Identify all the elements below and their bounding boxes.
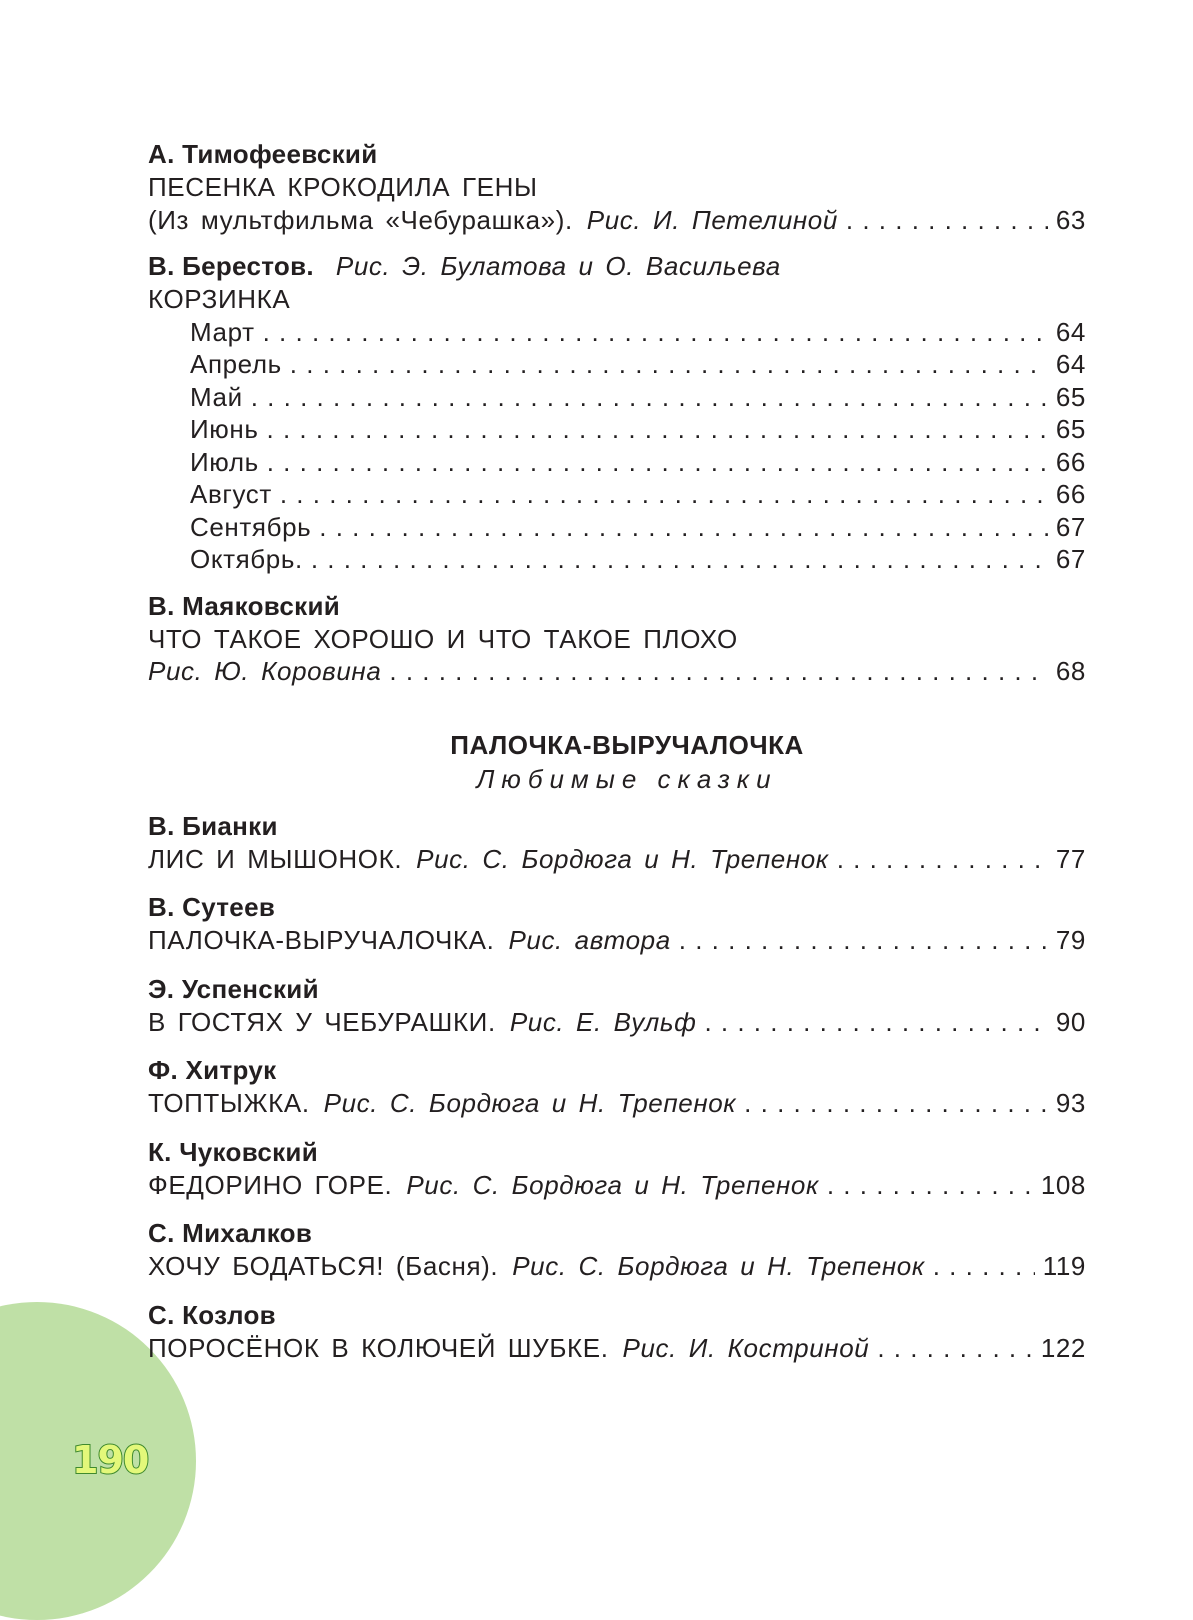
sub-item[interactable] (148, 543, 1086, 576)
entry-title-line (148, 283, 1086, 316)
entry-title: ЛИС И МЫШОНОК. (148, 843, 403, 874)
entry-illustrator: Рис. С. Бордюга и Н. Трепенок (512, 1251, 925, 1281)
dot-leader (933, 1250, 1035, 1283)
sub-item-page: 67 (1055, 511, 1086, 542)
toc-entry (148, 973, 1086, 1039)
page-number: 190 (72, 1438, 149, 1482)
entry-author: Э. Успенский (148, 973, 319, 1004)
entry-author: В. Маяковский (148, 590, 341, 621)
entry-illustrator: Рис. Э. Булатова и О. Васильева (335, 251, 781, 281)
entry-illustrator: Рис. И. Петелиной (586, 204, 838, 235)
entry-author: А. Тимофеевский (148, 139, 378, 169)
sub-item-label: Июнь (190, 414, 259, 444)
entry-line[interactable] (148, 1006, 1086, 1039)
sub-item-page: 67 (1055, 544, 1086, 574)
entry-illustrator: Рис. С. Бордюга и Н. Трепенок (323, 1088, 737, 1118)
sub-item-page: 65 (1055, 414, 1086, 444)
toc-entry (148, 891, 1086, 957)
entry-page: 77 (1055, 843, 1086, 874)
sub-item-label: Май (190, 381, 243, 412)
dot-leader (251, 381, 1048, 414)
entry-illustrator: Рис. Е. Вульф (509, 1006, 697, 1037)
section-heading (148, 728, 1086, 796)
entry-detail-line[interactable] (148, 204, 1086, 237)
entry-line[interactable] (148, 1332, 1086, 1365)
entry-line[interactable] (148, 1250, 1086, 1283)
toc-entry (148, 1136, 1086, 1202)
dot-leader (263, 316, 1048, 349)
entry-author: С. Михалков (148, 1218, 313, 1248)
entry-title: ХОЧУ БОДАТЬСЯ! (Басня). (148, 1251, 499, 1281)
entry-author: К. Чуковский (148, 1136, 318, 1167)
entry-page: 68 (1055, 656, 1086, 686)
dot-leader (290, 348, 1048, 381)
dot-leader (679, 924, 1048, 957)
entry-title: ФЕДОРИНО ГОРЕ. (148, 1169, 393, 1200)
entry-illustrator: Рис. Ю. Коровина (148, 656, 382, 686)
toc-entry (148, 1217, 1086, 1283)
dot-leader (744, 1087, 1048, 1120)
sub-item[interactable] (148, 511, 1086, 544)
entry-author: С. Козлов (148, 1299, 276, 1330)
entry-title: ЧТО ТАКОЕ ХОРОШО И ЧТО ТАКОЕ ПЛОХО (148, 623, 738, 654)
toc-entry (148, 590, 1086, 688)
entry-author: В. Берестов. (148, 251, 314, 281)
toc-entry (148, 250, 1086, 576)
entry-line[interactable] (148, 1169, 1086, 1202)
entry-page: 63 (1055, 204, 1086, 235)
entry-detail-line[interactable] (148, 655, 1086, 688)
dot-leader (267, 446, 1048, 479)
toc-entry (148, 1054, 1086, 1120)
sub-item-page: 66 (1055, 446, 1086, 477)
sub-item-label: Октябрь. (190, 544, 303, 574)
entry-page: 119 (1042, 1251, 1086, 1281)
sub-item-label: Апрель (190, 349, 282, 379)
dot-leader (319, 511, 1048, 544)
entry-title: ПЕСЕНКА КРОКОДИЛА ГЕНЫ (148, 172, 538, 202)
sub-item[interactable] (148, 381, 1086, 414)
entry-illustrator: Рис. автора (508, 925, 671, 955)
sub-item-page: 64 (1055, 316, 1086, 347)
entry-author: В. Бианки (148, 810, 278, 841)
dot-leader (280, 478, 1048, 511)
entry-author-line (148, 250, 1086, 283)
dot-leader (846, 204, 1048, 237)
entry-author: В. Сутеев (148, 892, 276, 922)
entry-title: ПОРОСЁНОК В КОЛЮЧЕЙ ШУБКЕ. (148, 1332, 609, 1363)
entry-author: Ф. Хитрук (148, 1055, 277, 1085)
section-subtitle: Любимые сказки (476, 763, 778, 794)
toc-entry (148, 1299, 1086, 1365)
sub-item-label: Сентябрь (190, 511, 312, 542)
entry-title-line (148, 171, 1086, 204)
entry-page: 79 (1055, 925, 1086, 955)
sub-item-label: Август (190, 479, 272, 509)
entry-title: В ГОСТЯХ У ЧЕБУРАШКИ. (148, 1006, 496, 1037)
entry-page: 108 (1040, 1169, 1086, 1200)
entry-page: 90 (1055, 1006, 1086, 1037)
sub-item[interactable] (148, 478, 1086, 511)
toc-entry (148, 138, 1086, 236)
entry-title: ТОПТЫЖКА. (148, 1088, 310, 1118)
sub-item-label: Март (190, 316, 255, 347)
sub-item-page: 66 (1055, 479, 1086, 509)
sub-item[interactable] (148, 413, 1086, 446)
sub-item-page: 65 (1055, 381, 1086, 412)
entry-illustrator: Рис. С. Бордюга и Н. Трепенок (416, 843, 829, 874)
entry-line[interactable] (148, 843, 1086, 876)
toc-entry (148, 810, 1086, 876)
table-of-contents (148, 138, 1086, 1380)
section-title: ПАЛОЧКА-ВЫРУЧАЛОЧКА (450, 729, 804, 760)
entry-illustrator: Рис. И. Костриной (622, 1332, 870, 1363)
entry-title: КОРЗИНКА (148, 284, 291, 314)
dot-leader (267, 413, 1048, 446)
dot-leader (311, 543, 1048, 576)
entry-page: 93 (1055, 1088, 1086, 1118)
dot-leader (827, 1169, 1033, 1202)
dot-leader (877, 1332, 1032, 1365)
sub-item-page: 64 (1055, 349, 1086, 379)
dot-leader (389, 655, 1047, 688)
dot-leader (704, 1006, 1047, 1039)
entry-illustrator: Рис. С. Бордюга и Н. Трепенок (406, 1169, 819, 1200)
entry-title: ПАЛОЧКА-ВЫРУЧАЛОЧКА. (148, 925, 495, 955)
dot-leader (837, 843, 1048, 876)
entry-line[interactable] (148, 1087, 1086, 1120)
sub-item[interactable] (148, 348, 1086, 381)
entry-line[interactable] (148, 924, 1086, 957)
entry-title-line (148, 623, 1086, 656)
sub-item[interactable] (148, 446, 1086, 479)
sub-item[interactable] (148, 316, 1086, 349)
entry-page: 122 (1040, 1332, 1086, 1363)
entry-subtitle: (Из мультфильма «Чебурашка»). (148, 204, 573, 235)
sub-item-label: Июль (190, 446, 259, 477)
